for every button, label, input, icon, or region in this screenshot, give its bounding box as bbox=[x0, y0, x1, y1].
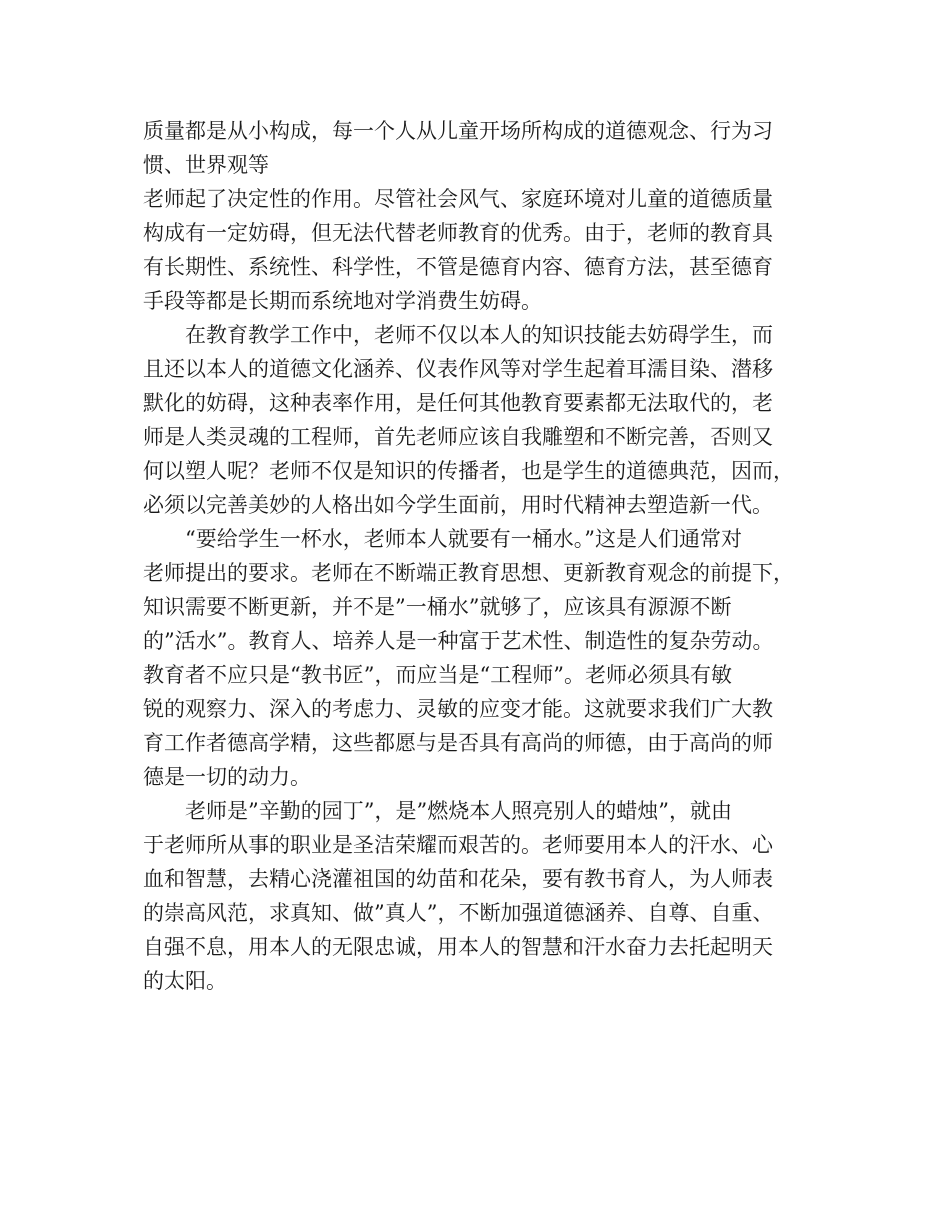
paragraph-4 bbox=[143, 522, 813, 794]
text-line: 有长期性、系统性、科学性，不管是德育内容、德育方法，甚至德育 bbox=[143, 255, 773, 279]
text-line: 在教育教学工作中，老师不仅以本人的知识技能去妨碍学生，而 bbox=[185, 323, 773, 347]
text-line: 的”活水”。教育人、培养人是一种富于艺术性、制造性的复杂劳动。 bbox=[143, 629, 774, 653]
text-line: 质量都是从小构成，每一个人从儿童开场所构成的道德观念、行为习 bbox=[143, 119, 773, 143]
text-line: 惯、世界观等 bbox=[143, 153, 269, 177]
text-line: 教育者不应只是“教书匠”，而应当是“工程师”。老师必须具有敏 bbox=[143, 663, 732, 687]
text-line: 的崇高风范，求真知、做”真人”，不断加强道德涵养、自尊、自重、 bbox=[143, 901, 774, 925]
text-line: 老师是”辛勤的园丁”，是”燃烧本人照亮别人的蜡烛”，就由 bbox=[185, 799, 732, 823]
text-line: 知识需要不断更新，并不是”一桶水”就够了，应该具有源源不断 bbox=[143, 595, 732, 619]
text-line: 锐的观察力、深入的考虑力、灵敏的应变才能。这就要求我们广大教 bbox=[143, 697, 773, 721]
text-line: 于老师所从事的职业是圣洁荣耀而艰苦的。老师要用本人的汗水、心 bbox=[143, 833, 773, 857]
text-line: 的太阳。 bbox=[143, 969, 227, 993]
text-line: 何以塑人呢？老师不仅是知识的传播者，也是学生的道德典范，因而， bbox=[143, 459, 794, 483]
text-line: 默化的妨碍，这种表率作用，是任何其他教育要素都无法取代的，老 bbox=[143, 391, 773, 415]
text-line: 师是人类灵魂的工程师，首先老师应该自我雕塑和不断完善，否则又 bbox=[143, 425, 773, 449]
text-line: 育工作者德高学精，这些都愿与是否具有高尚的师德，由于高尚的师 bbox=[143, 731, 773, 755]
paragraph-1 bbox=[143, 114, 813, 182]
text-line: 且还以本人的道德文化涵养、仪表作风等对学生起着耳濡目染、潜移 bbox=[143, 357, 773, 381]
text-line: 血和智慧，去精心浇灌祖国的幼苗和花朵，要有教书育人，为人师表 bbox=[143, 867, 773, 891]
text-line: 老师提出的要求。老师在不断端正教育思想、更新教育观念的前提下， bbox=[143, 561, 794, 585]
text-line: 构成有一定妨碍，但无法代替老师教育的优秀。由于，老师的教育具 bbox=[143, 221, 773, 245]
text-line: 自强不息，用本人的无限忠诚，用本人的智慧和汗水奋力去托起明天 bbox=[143, 935, 773, 959]
paragraph-5 bbox=[143, 794, 813, 998]
document-body bbox=[143, 114, 813, 998]
text-line: 德是一切的动力。 bbox=[143, 765, 311, 789]
paragraph-2 bbox=[143, 182, 813, 318]
text-line: “要给学生一杯水，老师本人就要有一桶水。”这是人们通常对 bbox=[185, 527, 742, 551]
text-line: 老师起了决定性的作用。尽管社会风气、家庭环境对儿童的道德质量 bbox=[143, 187, 773, 211]
text-line: 手段等都是长期而系统地对学消费生妨碍。 bbox=[143, 289, 542, 313]
paragraph-3 bbox=[143, 318, 813, 522]
text-line: 必须以完善美妙的人格出如今学生面前，用时代精神去塑造新一代。 bbox=[143, 493, 773, 517]
